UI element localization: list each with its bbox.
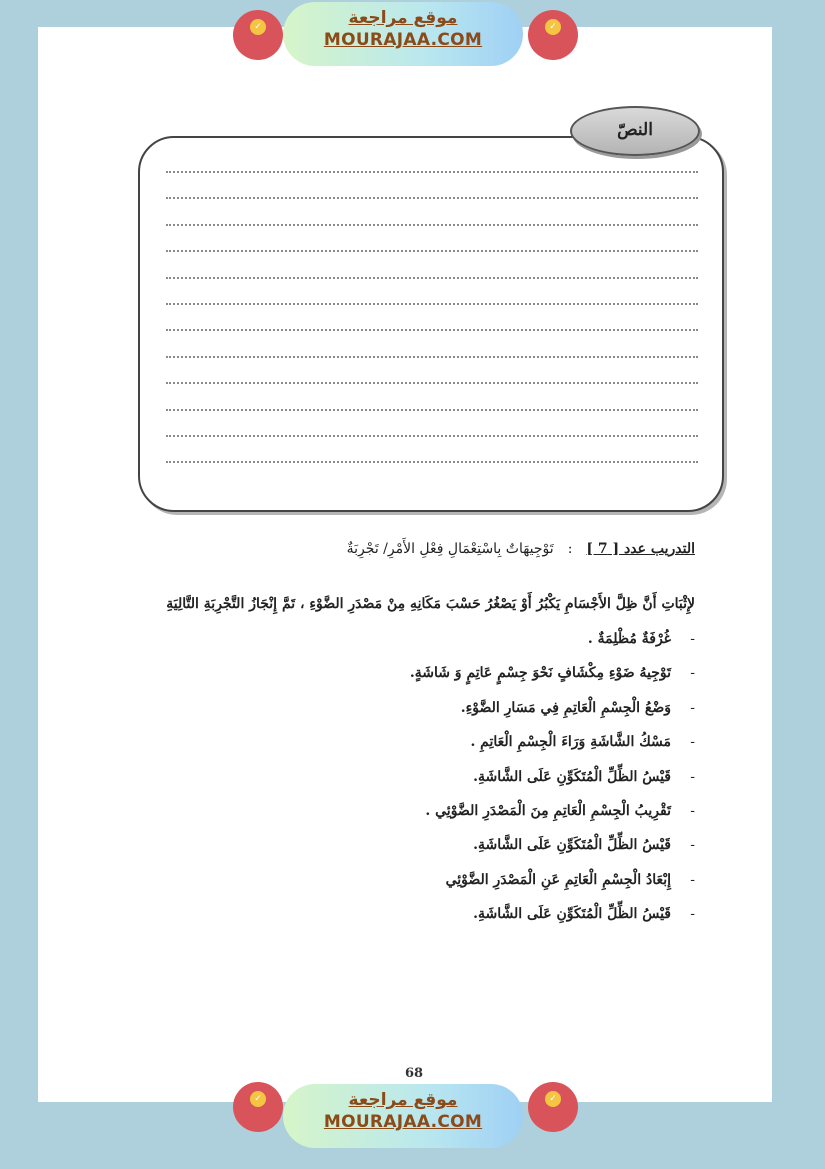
site-logo-right-bottom[interactable] (528, 1082, 578, 1132)
step-text: غُرْفَةٌ مُظْلِمَةٌ . (587, 631, 671, 647)
logo-mark-icon: ✓ (545, 19, 561, 35)
step-marker: - (690, 802, 695, 819)
step-marker: - (690, 837, 695, 854)
writing-line (166, 277, 698, 279)
step-marker: - (690, 734, 695, 751)
logo-mark-icon: ✓ (545, 1091, 561, 1107)
step-item (135, 656, 695, 690)
writing-line (166, 303, 698, 305)
step-text: تَقْرِيبُ الْجِسْمِ الْعَاتِمِ مِنَ الْمَصْدَرِ الضَّوْئِي . (425, 802, 671, 819)
step-text: وَضْعُ الْجِسْمِ الْعَاتِمِ فِي مَسَارِ الضَّوْءِ. (460, 699, 671, 716)
step-item (135, 622, 695, 656)
writing-line (166, 409, 698, 411)
step-marker: - (690, 768, 695, 785)
exercise-topic: تَوْجِيهَاتٌ بِاسْتِعْمَالِ فِعْلِ الأَمْرِ/ تَجْرِبَةٌ (346, 541, 554, 557)
step-item (135, 828, 695, 862)
step-item (135, 794, 695, 828)
step-text: مَسْكُ الشَّاشَةِ وَرَاءَ الْجِسْمِ الْعَاتِمِ . (470, 734, 671, 751)
step-marker: - (690, 665, 695, 682)
step-item (135, 725, 695, 759)
page-number: 68 (404, 1066, 424, 1081)
step-text: تَوْجِيهُ ضَوْءِ مِكْشَافٍ نَحْوَ جِسْمٍ عَاتِمٍ وَ شَاشَةٍ. (409, 665, 671, 682)
site-logo-right-top[interactable] (528, 10, 578, 60)
exercise-heading (135, 541, 695, 557)
site-logo-left-bottom[interactable] (233, 1082, 283, 1132)
writing-line (166, 171, 698, 173)
step-item (135, 691, 695, 725)
step-text: قَيْسُ الظِّلِّ الْمُتَكَوِّنِ عَلَى الشَّاشَةِ. (473, 837, 671, 854)
step-marker: - (690, 699, 695, 716)
site-domain[interactable]: MOURAJAA.COM (323, 30, 483, 50)
step-text: قَيْسُ الظِّلِّ الْمُتَكَوِّنِ عَلَى الشَّاشَةِ. (473, 768, 671, 785)
step-marker: - (690, 871, 695, 888)
writing-line (166, 224, 698, 226)
site-arabic-name[interactable]: موقع مراجعة (348, 1090, 458, 1110)
step-text: قَيْسُ الظِّلِّ الْمُتَكَوِّنِ عَلَى الشَّاشَةِ. (473, 906, 671, 923)
step-item (135, 897, 695, 931)
writing-line (166, 382, 698, 384)
section-title: النصّ (570, 106, 700, 156)
site-domain[interactable]: MOURAJAA.COM (323, 1112, 483, 1132)
step-marker: - (690, 906, 695, 923)
exercise-intro: لإِثْبَاتِ أَنَّ ظِلَّ الأَجْسَامِ يَكْبُرُ أَوْ يَصْغُرُ حَسْبَ مَكَانِهِ مِنْ مَصْدَرِ الضَّوْءِ ، تَمَّ إِنْجَازُ التَّجْرِبَةِ التَّالِيَةِ (166, 596, 695, 612)
step-item (135, 760, 695, 794)
writing-line (166, 435, 698, 437)
step-text: إِبْعَادُ الْجِسْمِ الْعَاتِمِ عَنِ الْمَصْدَرِ الضَّوْئِي (445, 871, 671, 888)
site-banner-bottom[interactable] (283, 1084, 523, 1148)
writing-line (166, 197, 698, 199)
writing-line (166, 461, 698, 463)
site-logo-left-top[interactable] (233, 10, 283, 60)
writing-line (166, 329, 698, 331)
steps-list (135, 622, 695, 932)
logo-mark-icon: ✓ (250, 19, 266, 35)
site-banner-top[interactable] (283, 2, 523, 66)
writing-line (166, 250, 698, 252)
exercise-separator: : (567, 541, 573, 557)
site-arabic-name[interactable]: موقع مراجعة (348, 8, 458, 28)
step-item (135, 863, 695, 897)
logo-mark-icon: ✓ (250, 1091, 266, 1107)
step-marker: - (690, 631, 695, 647)
writing-line (166, 356, 698, 358)
writing-box (138, 136, 724, 512)
exercise-label: التدريب عدد [ 7 ] (586, 541, 695, 557)
